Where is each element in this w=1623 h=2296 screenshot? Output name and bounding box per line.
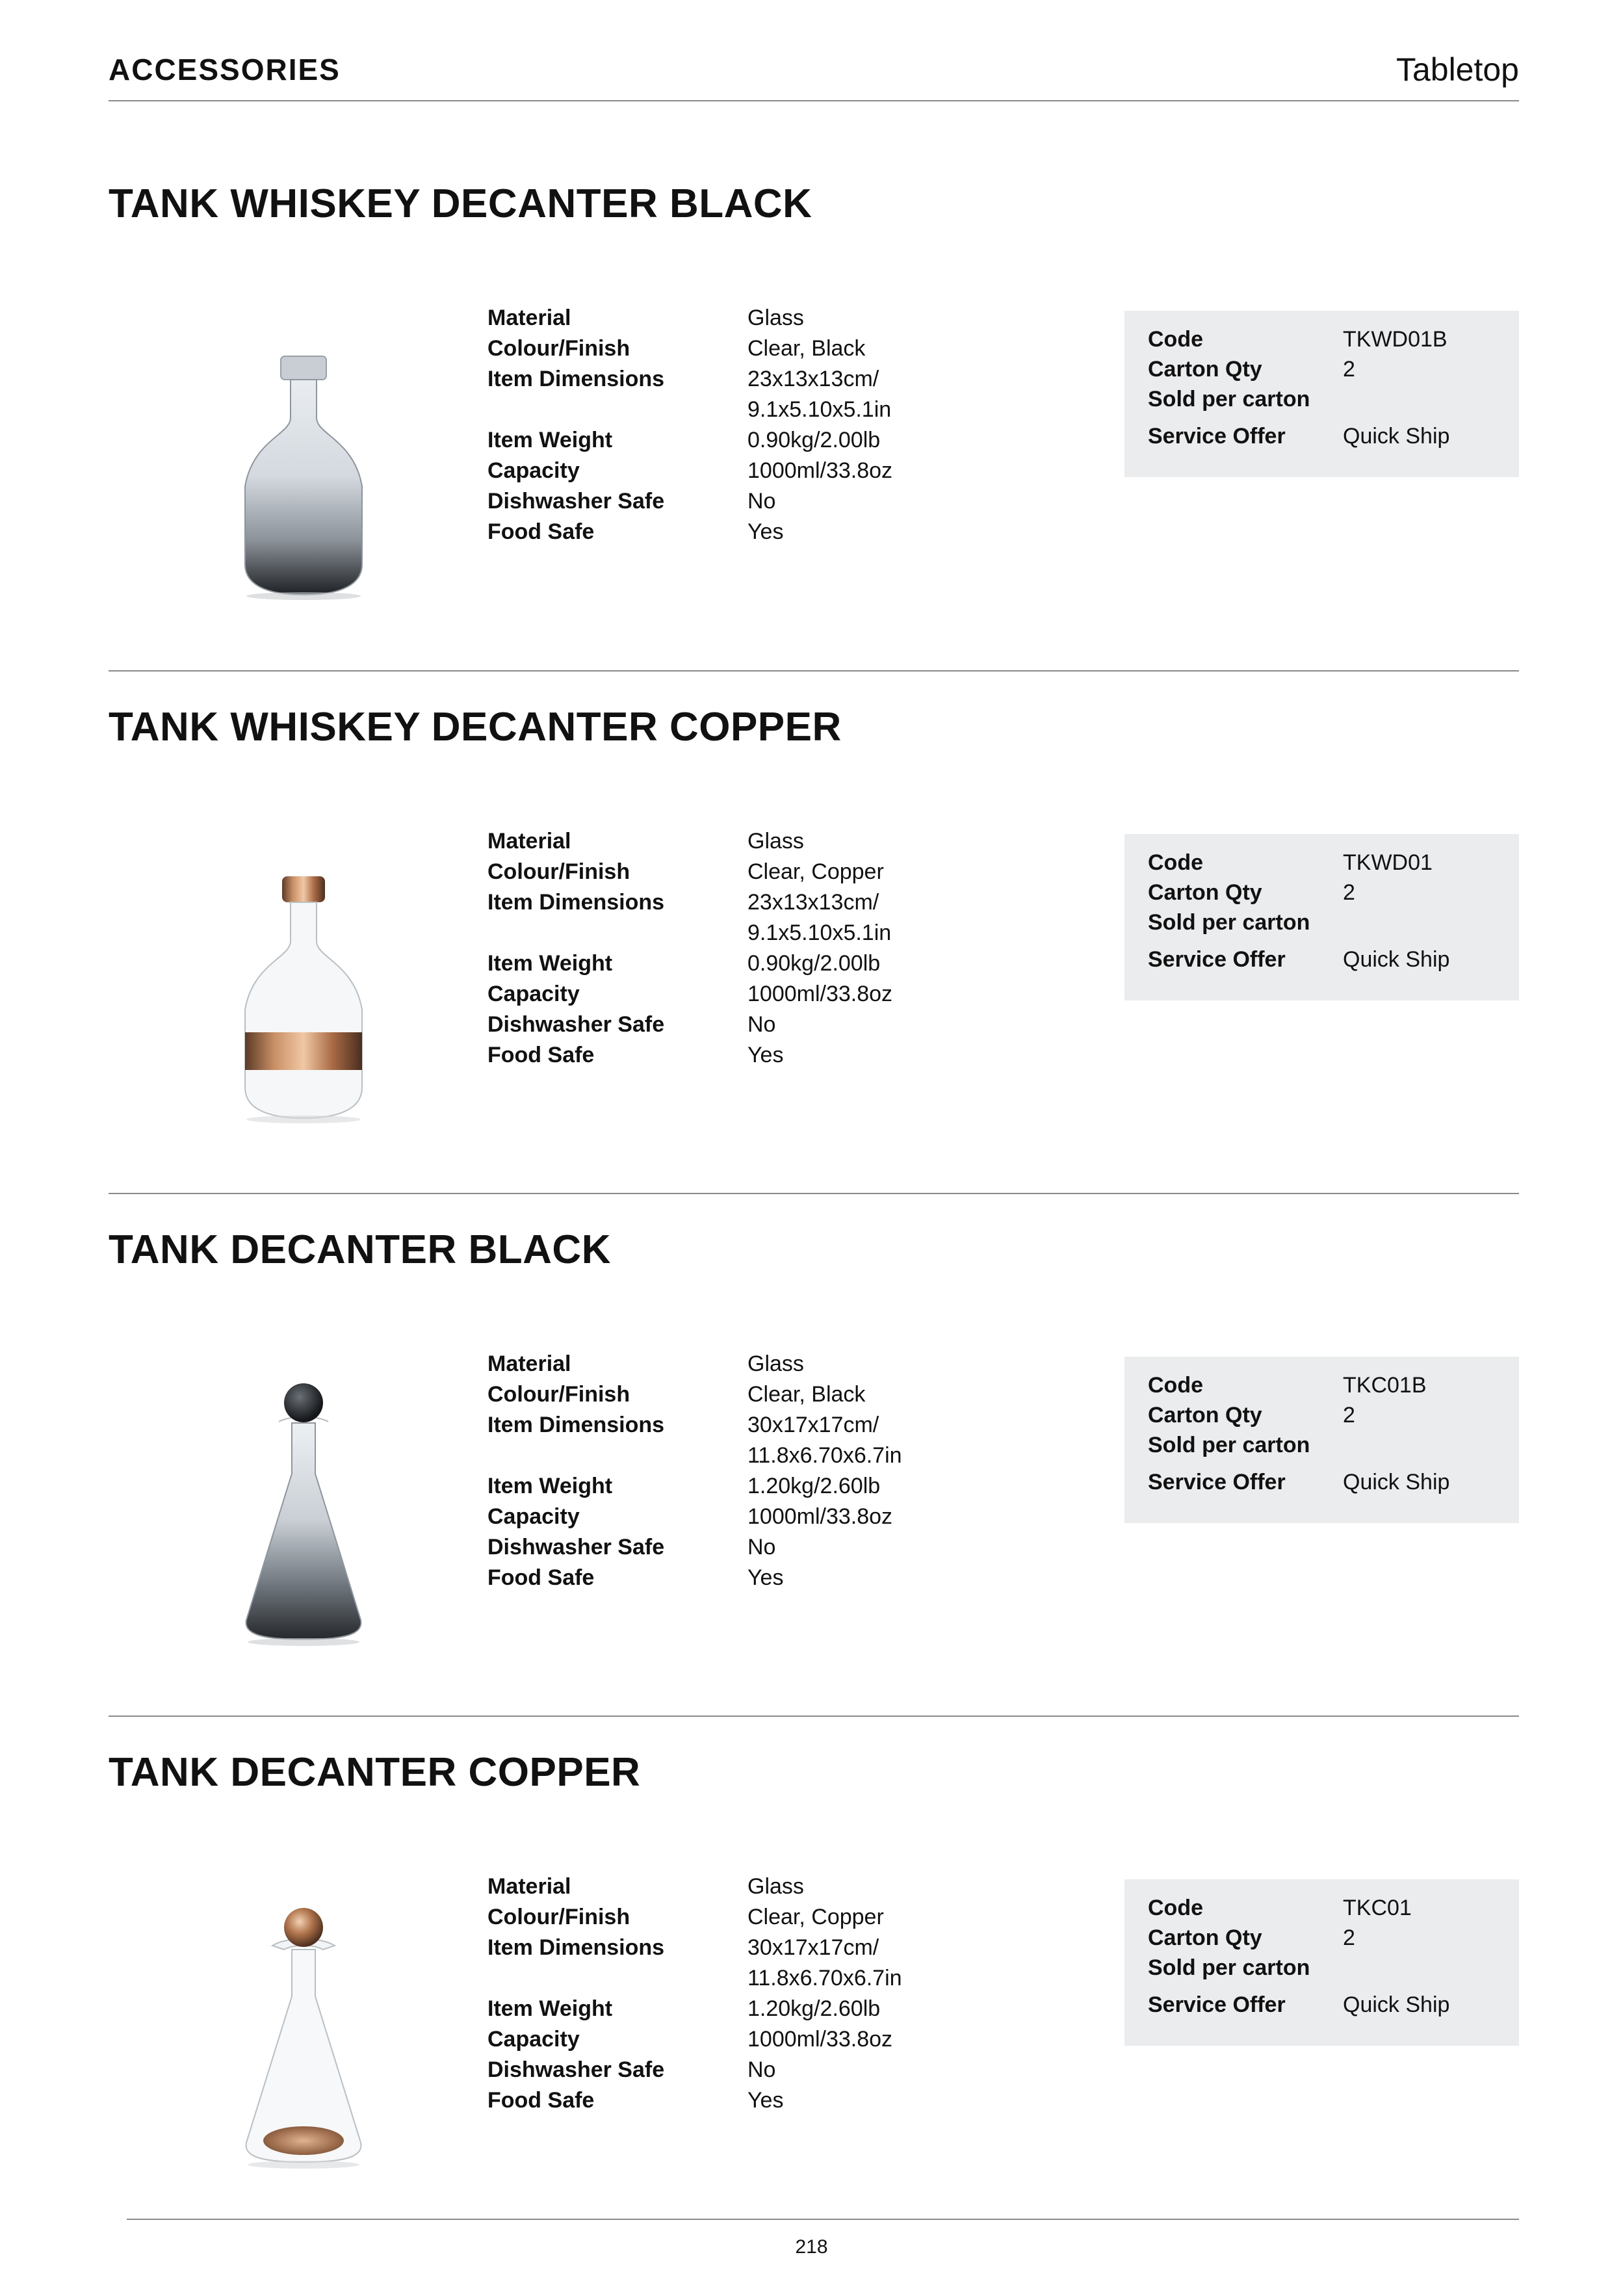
spec-value-colour: Clear, Copper <box>747 1905 884 1929</box>
panel-value-carton-qty: 2 <box>1343 880 1355 905</box>
panel-label-carton-qty: Carton Qty <box>1148 880 1262 905</box>
panel-value-code: TKC01B <box>1343 1373 1427 1398</box>
footer-divider <box>127 2219 1519 2220</box>
spec-label-dimensions: Item Dimensions <box>487 1413 665 1437</box>
spec-label-dimensions: Item Dimensions <box>487 367 665 391</box>
dimensions-metric: 30x17x17cm/ <box>747 1413 879 1437</box>
spec-value-dimensions <box>747 364 891 425</box>
spec-label-weight: Item Weight <box>487 1474 613 1498</box>
spec-label-weight: Item Weight <box>487 951 613 976</box>
spec-value-material: Glass <box>747 1351 804 1376</box>
panel-label-code: Code <box>1148 850 1203 875</box>
spec-value-capacity: 1000ml/33.8oz <box>747 2027 893 2052</box>
dimensions-imperial: 11.8x6.70x6.7in <box>747 1443 902 1468</box>
spec-value-food: Yes <box>747 519 784 544</box>
panel-label-code: Code <box>1148 1896 1203 1920</box>
panel-label-service-offer: Service Offer <box>1148 1992 1286 2017</box>
panel-value-carton-qty: 2 <box>1343 357 1355 382</box>
spec-value-dimensions <box>747 887 891 948</box>
spec-label-food: Food Safe <box>487 1043 595 1067</box>
spec-label-dishwasher: Dishwasher Safe <box>487 1012 665 1037</box>
dimensions-metric: 23x13x13cm/ <box>747 890 879 915</box>
spec-value-capacity: 1000ml/33.8oz <box>747 458 893 483</box>
spec-label-dishwasher: Dishwasher Safe <box>487 2057 665 2082</box>
product-tank-decanter-black <box>109 1227 1519 1750</box>
spec-value-material: Glass <box>747 1874 804 1899</box>
spec-value-dishwasher: No <box>747 489 776 514</box>
panel-label-carton-qty: Carton Qty <box>1148 1925 1262 1950</box>
spec-label-dimensions: Item Dimensions <box>487 890 665 915</box>
spec-label-material: Material <box>487 1874 571 1899</box>
spec-value-dishwasher: No <box>747 1535 776 1559</box>
panel-value-service-offer: Quick Ship <box>1343 947 1450 972</box>
panel-value-code: TKC01 <box>1343 1896 1412 1920</box>
decanter-black-image <box>200 278 408 642</box>
spec-label-colour: Colour/Finish <box>487 1905 630 1929</box>
decanter-copper-image <box>200 1847 408 2211</box>
spec-value-food: Yes <box>747 2088 784 2113</box>
panel-value-code: TKWD01 <box>1343 850 1433 875</box>
spec-label-colour: Colour/Finish <box>487 336 630 361</box>
product-title: TANK WHISKEY DECANTER COPPER <box>109 705 842 750</box>
panel-label-carton-qty: Carton Qty <box>1148 1403 1262 1428</box>
spec-label-weight: Item Weight <box>487 1996 613 2021</box>
spec-value-material: Glass <box>747 306 804 330</box>
panel-label-service-offer: Service Offer <box>1148 1470 1286 1494</box>
order-info-panel <box>1124 1357 1519 1523</box>
product-tank-whiskey-decanter-copper <box>109 704 1519 1227</box>
panel-label-service-offer: Service Offer <box>1148 947 1286 972</box>
category-name: Tabletop <box>1396 51 1519 88</box>
panel-value-carton-qty: 2 <box>1343 1925 1355 1950</box>
panel-value-code: TKWD01B <box>1343 327 1448 352</box>
spec-value-dishwasher: No <box>747 1012 776 1037</box>
panel-label-service-offer: Service Offer <box>1148 424 1286 449</box>
dimensions-metric: 30x17x17cm/ <box>747 1935 879 1960</box>
section-divider <box>109 1193 1519 1194</box>
page-number: 218 <box>795 2236 828 2258</box>
page-header <box>109 48 1519 101</box>
spec-label-material: Material <box>487 1351 571 1376</box>
spec-label-capacity: Capacity <box>487 2027 580 2052</box>
spec-value-colour: Clear, Black <box>747 1382 866 1407</box>
spec-label-weight: Item Weight <box>487 428 613 452</box>
panel-label-code: Code <box>1148 327 1203 352</box>
panel-label-code: Code <box>1148 1373 1203 1398</box>
spec-value-food: Yes <box>747 1565 784 1590</box>
spec-value-food: Yes <box>747 1043 784 1067</box>
spec-value-colour: Clear, Black <box>747 336 866 361</box>
spec-label-dishwasher: Dishwasher Safe <box>487 1535 665 1559</box>
order-info-panel <box>1124 1879 1519 2046</box>
spec-value-dimensions <box>747 1410 902 1471</box>
product-title: TANK DECANTER BLACK <box>109 1227 611 1272</box>
spec-value-weight: 0.90kg/2.00lb <box>747 951 881 976</box>
panel-value-carton-qty: 2 <box>1343 1403 1355 1428</box>
spec-label-dishwasher: Dishwasher Safe <box>487 489 665 514</box>
spec-value-material: Glass <box>747 829 804 854</box>
spec-label-food: Food Safe <box>487 2088 595 2113</box>
product-title: TANK WHISKEY DECANTER BLACK <box>109 181 812 226</box>
spec-label-dimensions: Item Dimensions <box>487 1935 665 1960</box>
panel-value-service-offer: Quick Ship <box>1343 1992 1450 2017</box>
panel-label-carton-qty: Carton Qty <box>1148 357 1262 382</box>
product-title: TANK DECANTER COPPER <box>109 1750 641 1795</box>
panel-value-service-offer: Quick Ship <box>1343 424 1450 449</box>
spec-label-capacity: Capacity <box>487 458 580 483</box>
section-divider <box>109 1715 1519 1717</box>
spec-label-food: Food Safe <box>487 519 595 544</box>
decanter-copper-image <box>200 802 408 1166</box>
spec-value-dishwasher: No <box>747 2057 776 2082</box>
order-info-panel <box>1124 834 1519 1000</box>
spec-value-weight: 0.90kg/2.00lb <box>747 428 881 452</box>
spec-value-dimensions <box>747 1933 902 1994</box>
order-info-panel <box>1124 311 1519 477</box>
product-tank-whiskey-decanter-black <box>109 181 1519 704</box>
spec-label-colour: Colour/Finish <box>487 1382 630 1407</box>
panel-label-sold-per-carton: Sold per carton <box>1148 1433 1310 1457</box>
panel-label-sold-per-carton: Sold per carton <box>1148 387 1310 411</box>
spec-value-weight: 1.20kg/2.60lb <box>747 1474 881 1498</box>
dimensions-imperial: 11.8x6.70x6.7in <box>747 1966 902 1990</box>
panel-label-sold-per-carton: Sold per carton <box>1148 1955 1310 1980</box>
spec-value-weight: 1.20kg/2.60lb <box>747 1996 881 2021</box>
spec-label-capacity: Capacity <box>487 982 580 1006</box>
spec-value-capacity: 1000ml/33.8oz <box>747 982 893 1006</box>
spec-value-colour: Clear, Copper <box>747 859 884 884</box>
spec-label-colour: Colour/Finish <box>487 859 630 884</box>
spec-value-capacity: 1000ml/33.8oz <box>747 1504 893 1529</box>
spec-label-capacity: Capacity <box>487 1504 580 1529</box>
panel-value-service-offer: Quick Ship <box>1343 1470 1450 1494</box>
panel-label-sold-per-carton: Sold per carton <box>1148 910 1310 935</box>
spec-label-material: Material <box>487 829 571 854</box>
dimensions-metric: 23x13x13cm/ <box>747 367 879 391</box>
spec-label-material: Material <box>487 306 571 330</box>
dimensions-imperial: 9.1x5.10x5.1in <box>747 920 892 945</box>
section-name: ACCESSORIES <box>109 53 341 86</box>
spec-label-food: Food Safe <box>487 1565 595 1590</box>
section-divider <box>109 670 1519 672</box>
product-tank-decanter-copper <box>109 1749 1519 2273</box>
dimensions-imperial: 9.1x5.10x5.1in <box>747 397 892 422</box>
decanter-black-image <box>200 1324 408 1688</box>
